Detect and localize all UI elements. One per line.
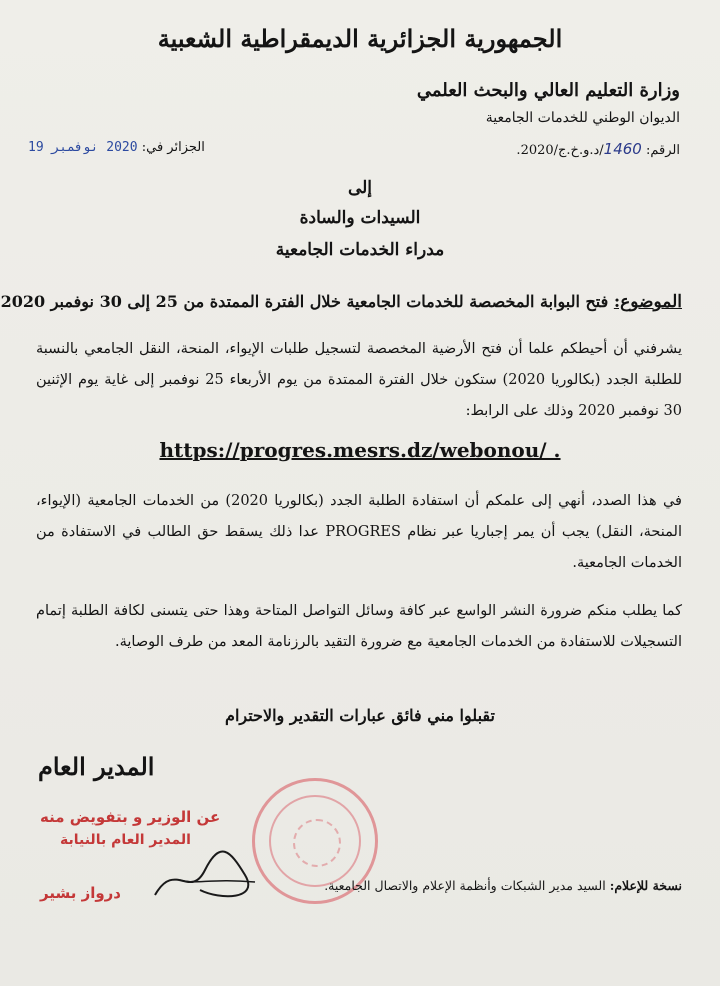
subject-text: فتح البوابة المخصصة للخدمات الجامعية خلال الفترة الممتدة من 25 إلى 30 نوفمبر 2020 <box>0 292 609 311</box>
director-title: المدير العام <box>38 752 155 781</box>
republic-heading: الجمهورية الجزائرية الديمقراطية الشعبية <box>157 24 563 53</box>
date-stamp: 2020 نوفمبر 19 <box>28 140 138 155</box>
paragraph-progres: في هذا الصدد، أنهي إلى علمكم أن استفادة الطلبة الجدد (بكالوريا 2020) من الخدمات الجامعية (الإيواء، المنحة، النقل) يجب أن يمر إجباريا عبر نظام PROGRES عدا ذلك يسقط حق الطالب في الاستفادة من الخدمات الجامعية. <box>36 493 682 571</box>
paragraph-publication: كما يطلب منكم ضرورة النشر الواسع عبر كافة وسائل التواصل المتاحة وهذا حتى يتسنى لكافة الطلبة إتمام التسجيلات للاستفادة من الخدمات الجامعية مع ضرورة التقيد بالرزنامة المعد من طرف الوصاية. <box>36 603 682 650</box>
recipient-directors: مدراء الخدمات الجامعية <box>275 240 445 260</box>
subject-label: الموضوع: <box>613 292 682 312</box>
reference-line <box>516 140 680 158</box>
reference-label: الرقم: <box>646 143 680 158</box>
delegation-line: عن الوزير و بتفويض منه <box>40 808 221 826</box>
closing-line: تقبلوا مني فائق عبارات التقدير والاحترام <box>225 706 495 725</box>
reference-number: 1460 <box>603 140 642 158</box>
acting-director-line: المدير العام بالنيابة <box>60 832 191 848</box>
office-name: الديوان الوطني للخدمات الجامعية <box>485 110 680 126</box>
date-line <box>28 140 205 155</box>
ministry-name: وزارة التعليم العالي والبحث العلمي <box>416 80 680 101</box>
handwritten-signature-icon <box>150 840 260 910</box>
signatory-name: درواز بشير <box>40 884 122 902</box>
copy-for-information <box>324 878 682 893</box>
registration-link[interactable]: https://progres.mesrs.dz/webonou/ . <box>159 438 561 462</box>
copy-label: نسخة للإعلام: <box>609 878 682 893</box>
copy-text: السيد مدير الشبكات وأنظمة الإعلام والاتصال الجامعية. <box>324 878 606 893</box>
subject-line <box>0 292 682 312</box>
city-label: الجزائر في: <box>141 140 205 155</box>
recipient-to: إلى <box>347 178 373 198</box>
paragraph-announcement: يشرفني أن أحيطكم علما أن فتح الأرضية المخصصة لتسجيل طلبات الإيواء، المنحة، النقل الجامعي بالنسبة للطلبة الجدد (بكالوريا 2020) ستكون خلال الفترة الممتدة من يوم الأربعاء 25 نوفمبر إلى غاية يوم الإثنين 30 نوفمبر 2020 وذلك على الرابط: <box>36 341 683 419</box>
recipient-line: السيدات والسادة <box>299 208 421 228</box>
reference-suffix: /د.و.خ.ج/2020. <box>516 143 604 158</box>
